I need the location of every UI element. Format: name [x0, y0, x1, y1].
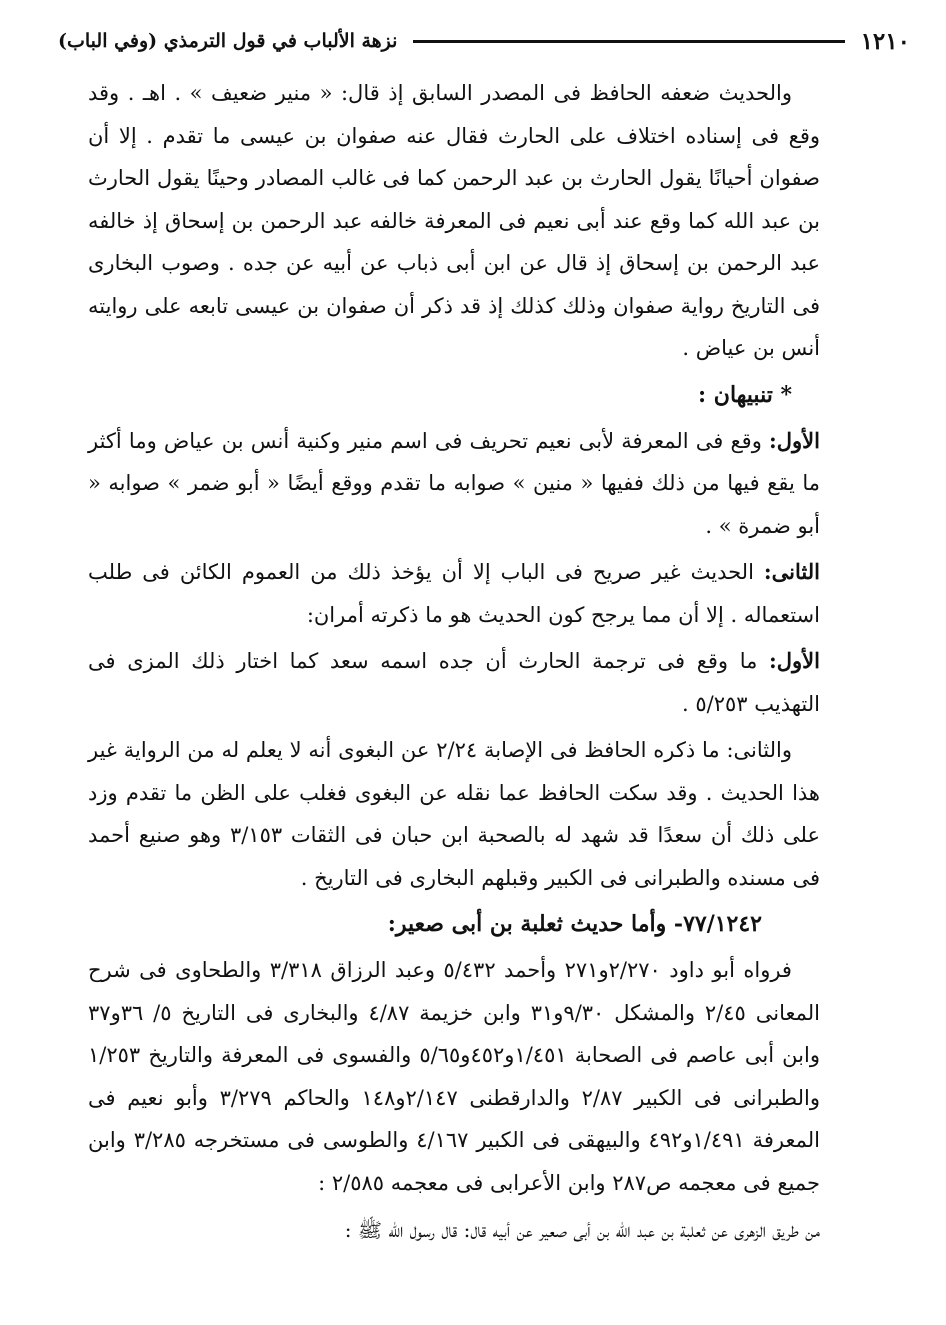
- note-first: [88, 420, 820, 548]
- paragraph-takhrij: فرواه أبو داود ٢/٢٧٠و٢٧١ وأحمد ٥/٤٣٢ وعبد الرزاق ٣/٣١٨ والطحاوى فى شرح المعانى ٢/٤٥ والمشكل ٩/٣٠و٣١ وابن خزيمة ٤/٨٧ والبخارى فى التاريخ ٥/ ٣٦و٣٧ وابن أبى عاصم فى الصحابة ١/٤٥١و٤٥٢و٥/٦٥ والفسوى فى المعرفة والتاريخ ١/٢٥٣ والطبرانى فى الكبير ٢/٨٧ والدارقطنى ٢/١٤٧و١٤٨ والحاكم ٣/٢٧٩ وأبو نعيم فى المعرفة ١/٤٩١و٤٩٢ والبيهقى فى الكبير ٤/١٦٧ والطوسى فى مستخرجه ٣/٢٨٥ وابن جميع فى معجمه ص٢٨٧ وابن الأعرابى فى معجمه ٢/٥٨٥ :: [88, 958, 820, 1195]
- paragraph-hadith-weakness: والحديث ضعفه الحافظ فى المصدر السابق إذ قال: « منير ضعيف » . اهـ . وقد وقع فى إسناده اختلاف على الحارث فقال عنه صفوان بن عيسى ما تقدم . إلا أن صفوان أحيانًا يقول الحارث بن عبد الرحمن كما فى غالب المصادر وحينًا يقول الحارث بن عبد الله كما وقع عند أبى نعيم فى المعرفة خالفه عبد الرحمن بن إسحاق إذ خالفه عبد الرحمن بن إسحاق إذ قال عن ابن أبى ذباب عن أبيه عن جده . وصوب البخارى فى التاريخ رواية صفوان وذلك كذلك إذ قد ذكر أن صفوان بن عيسى تابعه على روايته أنس بن عياض .: [88, 81, 820, 360]
- section-heading: ٧٧/١٢٤٢- وأما حديث ثعلبة بن أبى صعير:: [387, 911, 762, 937]
- page-body: [88, 72, 820, 1250]
- header-rule: [413, 40, 844, 43]
- chain-line: من طريق الزهرى عن ثعلبة بن عبد الله بن أبى صعير عن أبيه قال: قال رسول الله ﷺ :: [344, 1218, 820, 1242]
- note-first-text: وقع فى المعرفة لأبى نعيم تحريف فى اسم منير وكنية أنس بن عياض وما أكثر ما يقع فيها من ذلك ففيها « منين » صوابه ما تقدم ووقع أيضًا « أبو ضمر » صوابه « أبو ضمرة » .: [88, 428, 820, 538]
- note-second: [88, 551, 820, 636]
- note-first-label: الأول:: [769, 427, 820, 453]
- notes-heading: * تنبيهان :: [698, 381, 792, 408]
- matter-first-text: ما وقع فى ترجمة الحارث أن جده اسمه سعد كما اختار ذلك المزى فى التهذيب ٥/٢٥٣ .: [88, 649, 820, 716]
- note-second-label: الثانى:: [763, 559, 820, 584]
- note-second-text: الحديث غير صريح فى الباب إلا أن يؤخذ ذلك من العموم الكائن فى طلب استعماله . إلا أن مما يرجح كون الحديث هو ما ذكرته أمران:: [88, 560, 820, 627]
- matter-first-label: الأول:: [769, 648, 820, 673]
- page-number: ١٢١٠: [860, 27, 910, 55]
- matter-first: [88, 640, 820, 725]
- matter-second-text: ما ذكره الحافظ فى الإصابة ٢/٢٤ عن البغوى أنه لا يعلم له من الرواية غير هذا الحديث . وقد سكت الحافظ عما نقله عن البغوى فغلب على الظن ما تقدم وزد على ذلك أن سعدًا قد شهد له بالصحبة ابن حبان فى الثقات ٣/١٥٣ وهو صنيع أحمد فى مسنده والطبرانى فى الكبير وقبلهم البخارى فى التاريخ .: [88, 738, 820, 890]
- page-header: [58, 24, 910, 58]
- running-title: نزهة الألباب في قول الترمذي (وفي الباب): [58, 30, 398, 52]
- matter-second: [88, 729, 820, 899]
- matter-second-label: والثانى:: [726, 738, 792, 762]
